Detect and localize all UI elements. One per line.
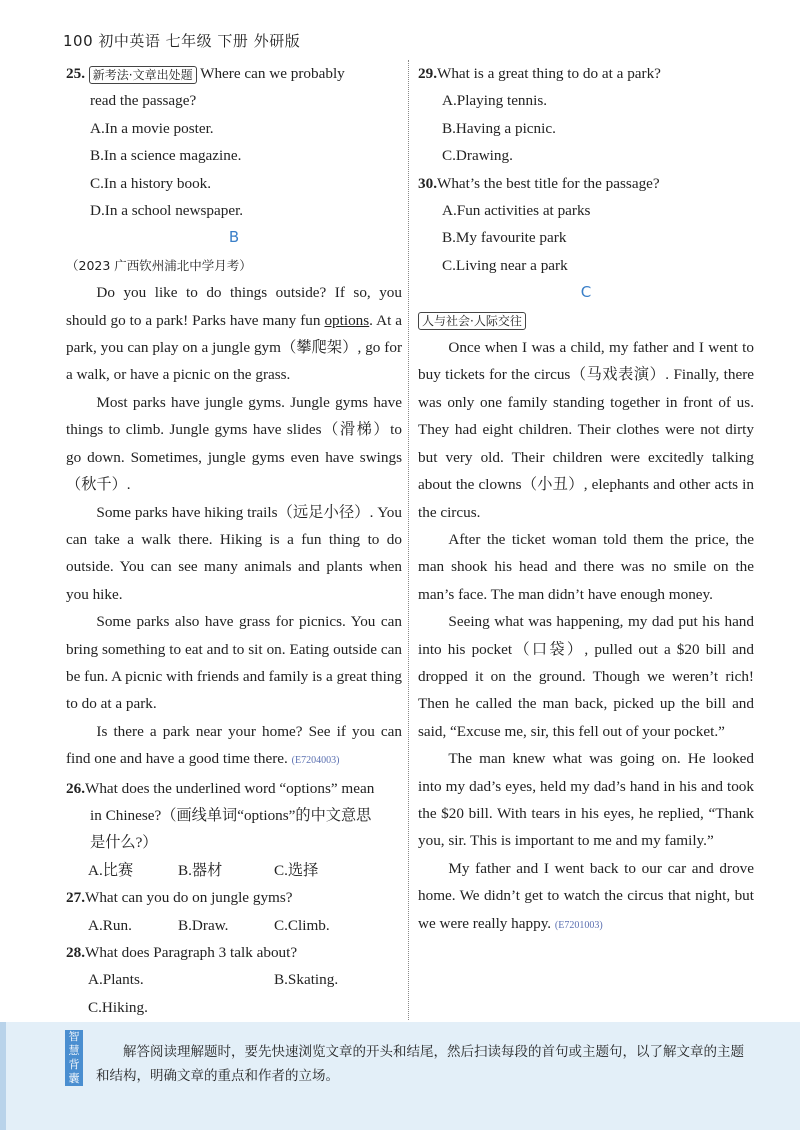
- q30-option-c: C.Living near a park: [442, 256, 568, 274]
- q28-option-a: A.Plants.: [88, 971, 144, 989]
- question-30: 30.What’s the best title for the passage?: [418, 174, 660, 192]
- question-26: 26.What does the underlined word “options” mean: [66, 779, 375, 797]
- passage-code: (E7201003): [554, 919, 603, 931]
- q28-options: [66, 966, 402, 993]
- tip-label: 智慧背囊: [65, 1030, 83, 1086]
- left-column: 25. 新考法·文章出处题 Where can we probably read the passage? A.In a movie poster. B.In a science magazine. C.In a history book. D.In a school newspaper. B （2023 广西钦州浦北中学月考） Do you like to do things outside? If so, you should go to a park! Parks have many fun options. At a park, you can play on a jungle gym（攀爬架）, go for a walk, or have a picnic on the grass. Most parks have jungle gyms. Jungle gyms have things to climb. Jungle gyms have slides（滑梯）to go down. Sometimes, jungle gyms even have swings（秋千）. Some parks have hiking trails（远足小径）. You can take a walk there. Hiking is a fun thing to do outside. You can see many animals and plants when you hike. Some parks also have grass for picnics. You can bring something to eat and to sit on. Eating outside can be fun. A picnic with friends and family is a great thing to do at a park. Is there a park near your home? See if you can find one and have a good time there. (E7204003) 26.What does the underlined word “options” mean in Chinese?（画线单词“options”的中文意思 是什么?） A.比赛 B.器材 C.选择 27.What can you do on jungle gyms? A.Run. B.Draw. C.Climb. 28.What does Paragraph 3 talk about? A.Plants. B.Skating. C.Hiking.: [66, 60, 402, 1021]
- q25-option-a: A.In a movie poster.: [90, 119, 214, 137]
- q30-option-b: B.My favourite park: [442, 229, 567, 247]
- question-28: 28.What does Paragraph 3 talk about?: [66, 944, 298, 961]
- section-heading-c: C: [580, 283, 592, 302]
- passage-c-paragraph-4: The man knew what was going on. He looked into my dad’s eyes, held my dad’s hand in his and took the $20 bill. With tears in his eyes, he replied, “Thank you, sir. This is important to me and my family.”: [418, 750, 754, 850]
- passage-b-paragraph-4: Some parks also have grass for picnics. You can bring something to eat and to sit on. Eating outside can be fun. A picnic with friends and family is a great thing to do at a park.: [66, 613, 402, 713]
- passage-source: （2023 广西钦州浦北中学月考）: [66, 257, 252, 273]
- passage-c-paragraph-1: Once when I was a child, my father and I went to buy tickets for the circus（马戏表演）. Finally, there was only one family standing together in front of us. They had eight children. Their clothes were not dirty but very old. Their children were excitedly talking about the clowns（小丑）, elephants and other acts in the circus.: [418, 339, 754, 521]
- q29-option-c: C.Drawing.: [442, 147, 513, 165]
- question-27: 27.What can you do on jungle gyms?: [66, 889, 293, 907]
- section-heading-b: B: [228, 228, 240, 247]
- passage-code: (E7204003): [291, 755, 340, 767]
- q26-options: [66, 857, 402, 884]
- q26-option-a: A.比赛: [88, 861, 134, 879]
- column-divider: [408, 60, 409, 1020]
- underlined-word: options: [324, 311, 370, 329]
- q27-options: [66, 912, 402, 939]
- passage-c-paragraph-2: After the ticket woman told them the price, the man shook his head and there was no smile on the man’s face. The man didn’t have enough money.: [418, 530, 754, 603]
- q25-option-d: D.In a school newspaper.: [90, 202, 244, 220]
- question-type-tag: 新考法·文章出处题: [89, 66, 197, 84]
- q27-option-c: C.Climb.: [274, 916, 330, 934]
- passage-b-paragraph-1: Do you like to do things outside? If so, you should go to a park! Parks have many fun options. At a park, you can play on a jungle gym（攀爬架）, go for a walk, or have a picnic on the grass.: [66, 284, 402, 384]
- q25-option-c: C.In a history book.: [90, 174, 212, 192]
- q25-option-b: B.In a science magazine.: [90, 147, 242, 165]
- q28-option-c: C.Hiking.: [88, 998, 148, 1016]
- q29-option-a: A.Playing tennis.: [442, 92, 548, 110]
- q27-option-a: A.Run.: [88, 916, 132, 934]
- passage-c-paragraph-3: Seeing what was happening, my dad put his hand into his pocket（口袋）, pulled out a $20 bill and dropped it on the ground. Though we weren’t rich! Then he called the man back, picked up the bill and said, “Excuse me, sir, this fell out of your pocket.”: [418, 613, 754, 740]
- passage-c-paragraph-5: My father and I went back to our car and drove home. We didn’t get to watch the circus that night, but we were really happy. (E7201003): [418, 859, 754, 932]
- passage-b-paragraph-3: Some parks have hiking trails（远足小径）. You can take a walk there. Hiking is a fun thing to do outside. You can see many animals and plants when you hike.: [66, 503, 402, 603]
- q29-option-b: B.Having a picnic.: [442, 119, 556, 137]
- q26-option-c: C.选择: [274, 861, 319, 879]
- tip-edge: [0, 1022, 6, 1130]
- tip-text: 解答阅读理解题时，要先快速浏览文章的开头和结尾，然后扫读每段的首句或主题句，以了解文章的主题和结构，明确文章的重点和作者的立场。: [96, 1044, 744, 1084]
- passage-b-paragraph-2: Most parks have jungle gyms. Jungle gyms have things to climb. Jungle gyms have slides（滑梯）to go down. Sometimes, jungle gyms even have swings（秋千）.: [66, 393, 402, 494]
- q28-option-b: B.Skating.: [274, 971, 339, 989]
- theme-tag: 人与社会·人际交往: [418, 312, 526, 330]
- q27-option-b: B.Draw.: [178, 916, 229, 934]
- passage-b-paragraph-5: Is there a park near your home? See if you can find one and have a good time there. (E7204003): [66, 722, 402, 768]
- page-header: 100 初中英语 七年级 下册 外研版: [63, 32, 301, 50]
- right-column: [418, 60, 754, 939]
- question-29: 29.What is a great thing to do at a park?: [418, 65, 661, 82]
- question-25: 25. 新考法·文章出处题 Where can we probably: [66, 65, 345, 82]
- q26-option-b: B.器材: [178, 861, 223, 879]
- q30-option-a: A.Fun activities at parks: [442, 202, 591, 220]
